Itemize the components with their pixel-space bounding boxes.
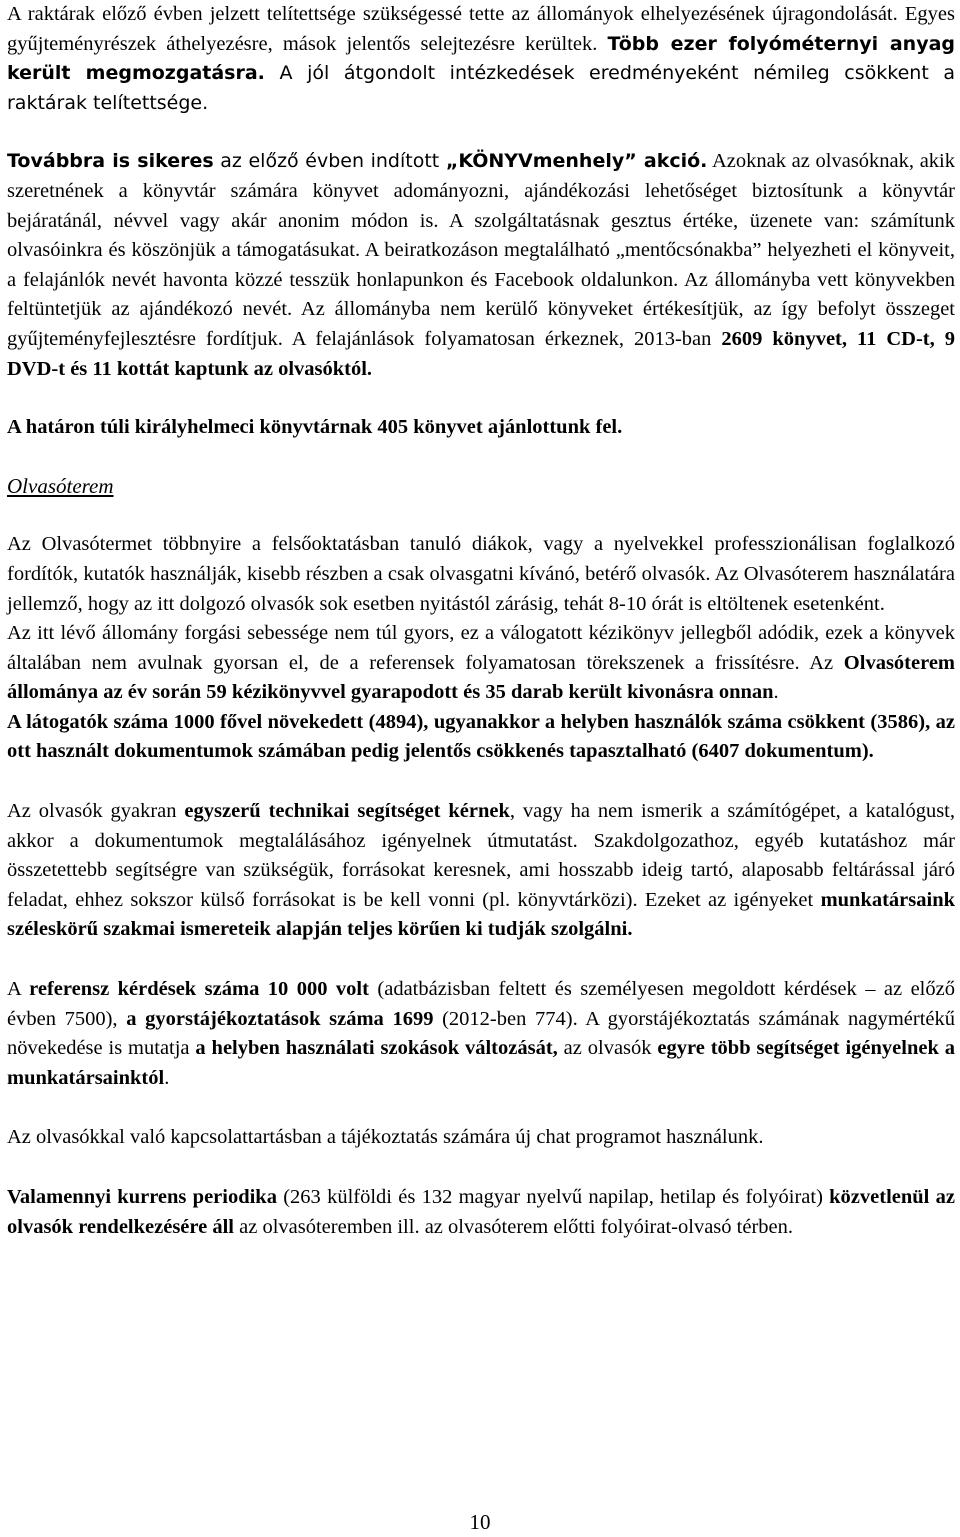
bold-text: A határon túli királyhelmeci könyvtárnak 405 könyvet ajánlottunk fel. bbox=[7, 416, 623, 439]
page-number: 10 bbox=[469, 1510, 491, 1534]
bold-text: Továbbra is sikeres bbox=[7, 150, 214, 173]
paragraph-periodicals bbox=[7, 1183, 955, 1242]
text: . bbox=[773, 681, 779, 704]
text: (2012-ben 774). A gyorstájékoztatás számának nagymértékű növekedése is mutatja bbox=[7, 1007, 956, 1060]
text: A beiratkozáson megtalálható „mentőcsónakba” helyezheti el könyveit, a felajánlók nevét havonta közzé tesszük honlapunkon és Facebook oldalunkon. Az állományba vett könyvekben feltüntetjük az ajándékozó nevét. Az állományba nem kerülő könyveket értékesítjük, az így befolyt összeget gyűjteményfejlesztésre fordítjuk. A felajánlások folyamatosan érkeznek, 2013-ban bbox=[7, 239, 955, 350]
text: az olvasók bbox=[557, 1037, 658, 1060]
bold-text: egyre több segítséget igényelnek a munkatársainktól bbox=[7, 1037, 955, 1089]
bold-text: egyszerű technikai segítséget kérnek bbox=[184, 800, 510, 823]
text: (adatbázisban feltett és személyesen megoldott kérdések – az előző évben 7500), bbox=[7, 978, 955, 1030]
paragraph-visitors bbox=[7, 708, 955, 767]
text: az előző évben indított bbox=[213, 150, 446, 173]
text: A bbox=[7, 978, 30, 1001]
text: Az Olvasótermet többnyire a felsőoktatásban tanuló diákok, vagy a nyelvekkel professzionálisan foglalkozó fordítók, kutatók használják, kisebb részben a csak olvasgatni kívánó, betérő olvasók. Az Olvasóterem használatára jellemző, hogy az itt dolgozó olvasók sok esetben nyitástól zárásig, tehát 8-10 órát is eltöltenek esetenként. bbox=[7, 533, 955, 615]
paragraph-storage bbox=[7, 0, 955, 118]
text: Az itt lévő állomány forgási sebessége nem túl gyors, ez a válogatott kézikönyv jellegből adódik, ezek a könyvek általában nem avulnak gyorsan el, de a referensek folyamatosan törekszenek a frissítésre. Az bbox=[7, 622, 955, 674]
document-page bbox=[7, 0, 955, 1242]
bold-text: 2609 könyvet, 11 CD-t, 9 DVD-t és 11 kottát kaptunk az olvasóktól. bbox=[7, 327, 955, 380]
bold-text: munkatársaink széleskörű szakmai ismereteik alapján teljes körűen ki tudják szolgálni. bbox=[7, 888, 955, 941]
paragraph-olvasoterem-users bbox=[7, 530, 955, 619]
text: Azoknak az olvasóknak, akik szeretnének a könyvtár számára könyvet adományozni, ajándékozási lehetőséget biztosítunk a könyvtár bejáratánál, névvel vagy akár anonim módon is. A szolgáltatásnak gesztus értéke, üzenete van: számítunk olvasóinkra és köszönjük a támogatásukat. bbox=[7, 150, 956, 262]
text: Az olvasókkal való kapcsolattartásban a tájékoztatás számára új chat programot használunk. bbox=[7, 1126, 764, 1149]
bold-text: a gyorstájékoztatások száma 1699 bbox=[126, 1007, 434, 1030]
bold-text: Valamennyi kurrens periodika bbox=[7, 1186, 277, 1208]
paragraph-kiralyhelmec bbox=[7, 413, 955, 443]
text: az olvasóteremben ill. az olvasóterem előtti folyóirat-olvasó térben. bbox=[234, 1215, 793, 1238]
bold-text: A látogatók száma 1000 fővel növekedett (4894), ugyanakkor a helyben használók száma csökkent (3586), az ott használt dokumentumok számában pedig jelentős csökkenés tapasztalható (6407 dokumentum). bbox=[7, 710, 955, 763]
paragraph-chat bbox=[7, 1123, 955, 1153]
text: A raktárak előző évben jelzett telítettsége szükségessé tette az állományok elhelyezésének újragondolását. Egyes gyűjteményrészek áthelyezésre, mások jelentős selejtezésre kerültek. bbox=[7, 3, 955, 55]
paragraph-help bbox=[7, 797, 955, 945]
text: Az olvasók gyakran bbox=[7, 800, 185, 823]
paragraph-konyvmenhely bbox=[7, 147, 955, 384]
bold-text: „KÖNYVmenhely” akció. bbox=[445, 150, 708, 173]
bold-text: Több ezer folyóméternyi anyag került megmozgatásra. bbox=[7, 32, 955, 85]
paragraph-olvasoterem-stock bbox=[7, 619, 955, 708]
bold-text: a helyben használati szokások változását, bbox=[195, 1037, 558, 1060]
text: . bbox=[164, 1066, 170, 1089]
bold-text: közvetlenül az olvasók rendelkezésére áll bbox=[7, 1186, 955, 1238]
bold-text: Olvasóterem állománya az év során 59 kézikönyvvel gyarapodott és 35 darab került kivonásra onnan bbox=[7, 651, 955, 704]
bold-text: referensz kérdések száma 10 000 volt bbox=[29, 978, 369, 1001]
text: (263 külföldi és 132 magyar nyelvű napilap, hetilap és folyóirat) bbox=[276, 1186, 830, 1208]
text: A jól átgondolt intézkedések eredményeként némileg csökkent a raktárak telítettsége. bbox=[7, 62, 955, 114]
text: , vagy ha nem ismerik a számítógépet, a katalógust, akkor a dokumentumok megtalálásához igényelnek útmutatást. Szakdolgozathoz, egyéb kutatáshoz már összetettebb segítségre van szükségük, forrásokat keresnek, ami hosszabb ideig tartó, alaposabb feltárással járó feladat, ehhez sokszor külső forrásokat is be kell vonni (pl. könyvtárközi). Ezeket az igényeket bbox=[7, 800, 955, 911]
section-heading-olvasoterem: Olvasóterem bbox=[7, 473, 114, 498]
paragraph-reference bbox=[7, 975, 955, 1093]
